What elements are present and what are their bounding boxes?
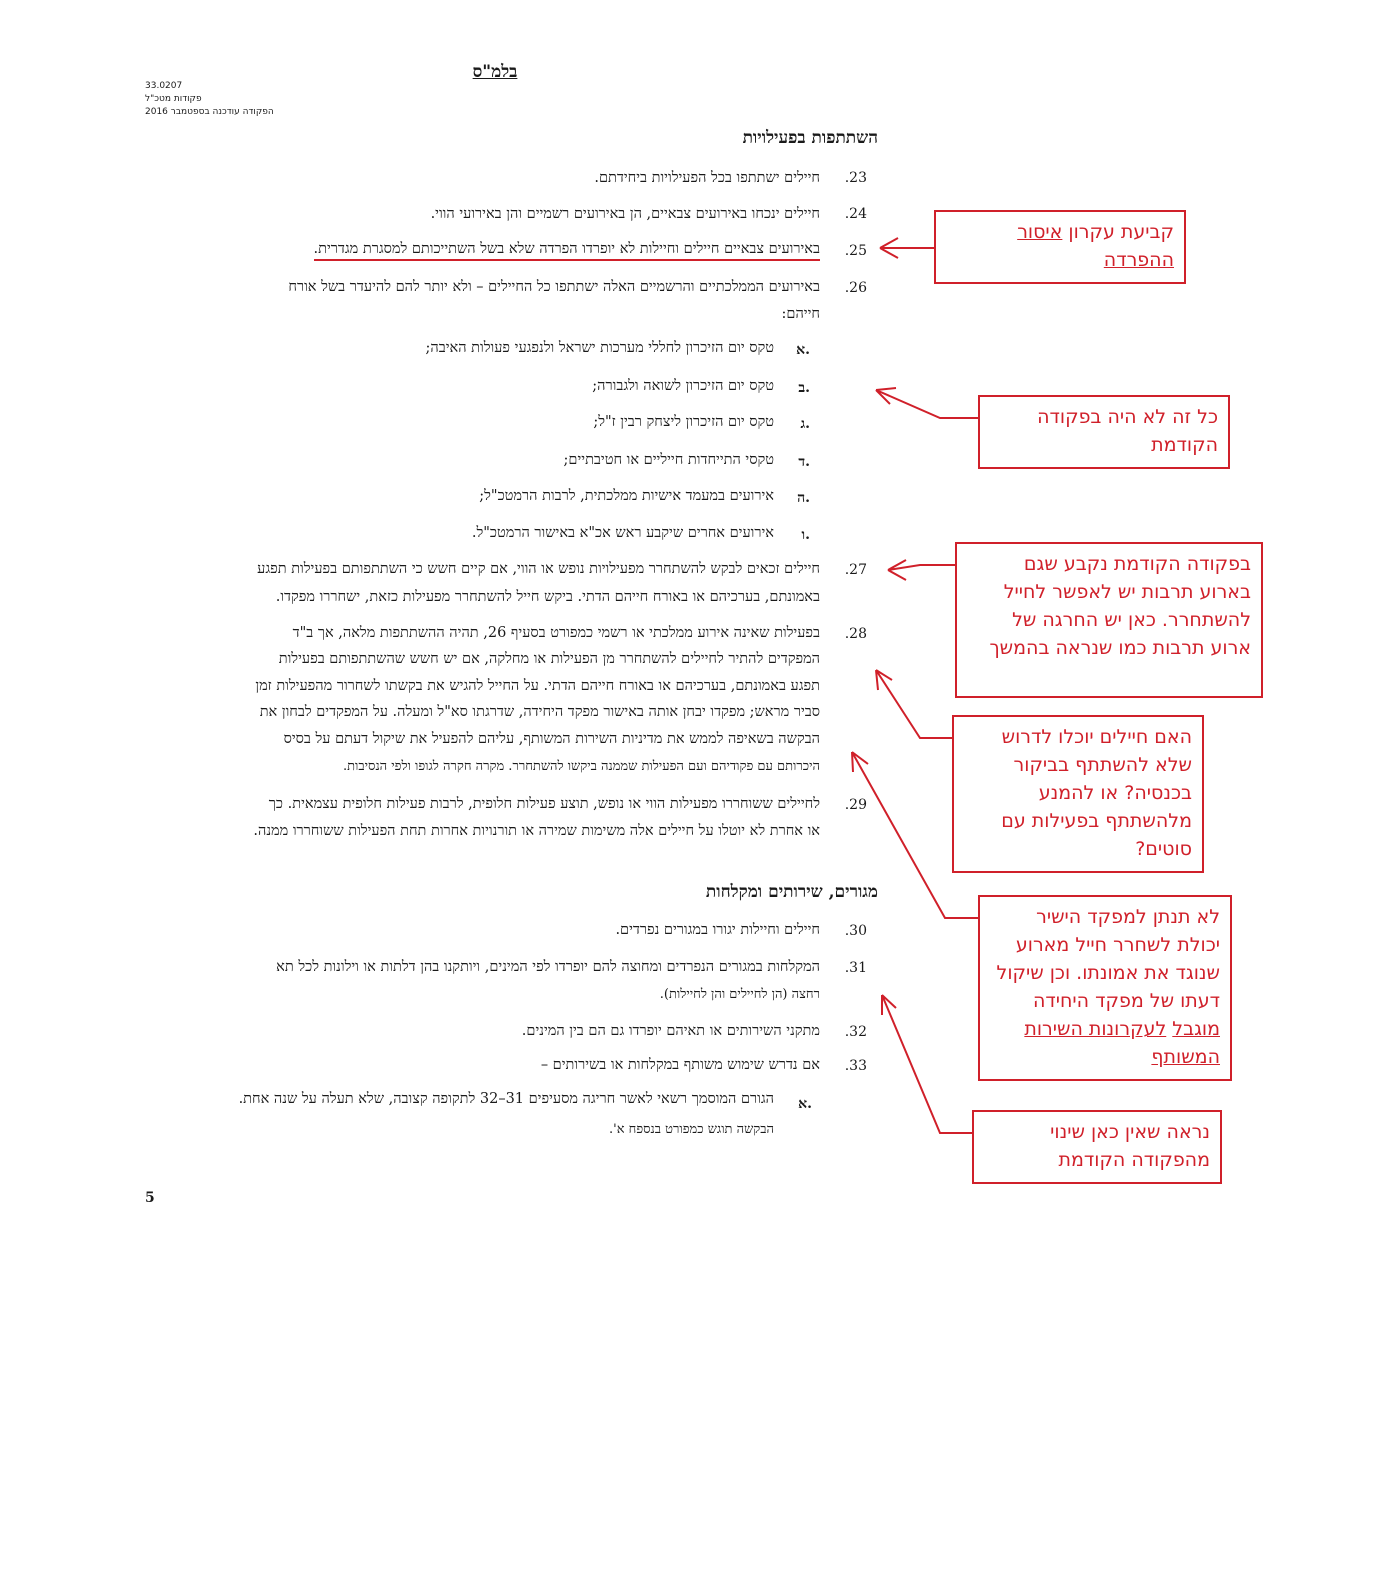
item-text-line: רחצה (הן לחיילים והן לחיילות).: [659, 987, 820, 1002]
subitem-letter: .ד: [798, 454, 810, 470]
annotation-text: נראה שאין כאן שינוי מהפקודה הקודמת: [1050, 1121, 1210, 1171]
annotation-text-underlined: לעקרונות השירות המשותף: [1024, 1018, 1220, 1068]
subitem-letter: .א: [796, 342, 810, 358]
subitem-letter: .ה: [797, 490, 810, 506]
item-number: .32: [844, 1024, 867, 1040]
item-text: מתקני השירותים או תאיהם יופרדו גם הם בין המינים.: [521, 1023, 820, 1039]
subitem-letter: .ו: [801, 527, 810, 543]
order-updated: הפקודה עודכנה בספטמבר 2016: [145, 107, 274, 117]
item-text-line: המפקדים להתיר לחיילים להשתחרר מן הפעילות או מחלקה, אם יש חשש שהשתתפותם בפעילות: [278, 651, 820, 667]
annotation-text: האם חיילים יוכלו לדרוש שלא להשתתף בביקור בכנסיה? או להמנע מלהשתתף בפעילות עם סוטים?: [1001, 726, 1192, 860]
annotation-box-separation-principle: [934, 210, 1186, 284]
subitem-text: אירועים במעמד אישיות ממלכתית, לרבות הרמטכ"ל;: [479, 488, 774, 504]
annotation-text: לא תנתן למפקד הישיר יכולת לשחרר חייל מארוע שנוגד את אמונתו. וכן שיקול דעתו של מפקד היחידה: [996, 906, 1220, 1012]
item-text-line: המקלחות במגורים הנפרדים ומחוצה להם יופרדו לפי המינים, ויותקנו בהן דלתות או וילונות לכל תא: [276, 959, 820, 975]
annotation-box-not-in-previous: [978, 395, 1230, 469]
section-heading-participation: השתתפות בפעילויות: [742, 128, 878, 148]
annotation-text: בפקודה הקודמת נקבע שגם בארוע תרבות יש לאפשר לחייל להשתחרר. כאן יש החרגה של ארוע תרבות כמו שנראה בהמשך: [989, 553, 1251, 659]
item-text-line: לחיילים ששוחררו מפעילות הווי או נופש, תוצע פעילות חלופית, לרבות פעילות חלופית עצמאית. כך: [268, 796, 820, 812]
subitem-letter: .א: [798, 1096, 812, 1112]
subitem-text: טקס יום הזיכרון לחללי מערכות ישראל ולנפגעי פעולות האיבה;: [425, 340, 774, 356]
subitem-text: טקס יום הזיכרון ליצחק רבין ז"ל;: [593, 414, 774, 430]
item-number: .28: [844, 626, 867, 642]
item-number: .26: [844, 280, 867, 296]
item-number: .33: [844, 1058, 867, 1074]
subitem-letter: .ג: [800, 416, 810, 432]
header-meta: [145, 80, 325, 119]
item-text-line: הבקשה בשאיפה לממש את מדיניות השירות המשותף, עליהם להפעיל את שיקול דעתם על בסיס: [283, 731, 820, 747]
item-number: .24: [844, 206, 867, 222]
order-number: 33.0207: [145, 81, 183, 91]
annotation-text-underlined: ההפרדה: [1103, 249, 1174, 271]
item-text: חיילים ישתתפו בכל הפעילויות ביחידתם.: [594, 170, 820, 186]
item-text-line: או אחרת לא יוטלו על חיילים אלה משימות שמירה או תורנויות אחרות תחת הפעילות ששוחררו ממנה.: [253, 823, 820, 839]
annotation-text: כל זה לא היה בפקודה הקודמת: [1037, 406, 1218, 456]
item-text-line: היכרותם עם פקודיהם ועם הפעילות שממנה ביקשו להשתחרר. מקרה חקרה לגופו ולפי הנסיבות.: [342, 759, 820, 774]
item-text-highlighted: [314, 236, 820, 263]
item-number: .29: [844, 797, 867, 813]
annotation-box-culture-event: [955, 542, 1263, 698]
item-text: חיילים ינכחו באירועים צבאיים, הן באירועים רשמיים והן באירועי הווי.: [430, 206, 820, 222]
item-number: .30: [844, 923, 867, 939]
item-number: .23: [844, 170, 867, 186]
item-number: .25: [844, 243, 867, 259]
item-text-line: תפגע באמונתם, בערכיהם או באורח חייהם הדתי. על החייל להגיש את בקשתו לשחרור מהפעילות זמן: [255, 678, 820, 694]
underlined-text: באירועים צבאיים חיילים וחיילות לא יופרדו הפרדה שלא בשל השתייכותם למסגרת מגדרית.: [314, 241, 820, 261]
item-number: .31: [844, 960, 867, 976]
item-text-line: בפעילות שאינה אירוע ממלכתי או רשמי כמפורט בסעיף 26, תהיה ההשתתפות מלאה, אך ב"ד: [292, 625, 820, 641]
item-text-line: באירועים הממלכתיים והרשמיים האלה ישתתפו כל החיילים – ולא יותר להם להיעדר בשל אורח: [288, 279, 820, 295]
item-text-line: סביר מראש; מפקדו יבחן אותה באישור מפקד היחידה, שדרגתו סא"ל ומעלה. על המפקדים לבחון את: [259, 704, 820, 720]
page-number: 5: [145, 1190, 155, 1206]
subitem-text: אירועים אחרים שיקבע ראש אכ"א באישור הרמטכ"ל.: [471, 525, 774, 541]
annotation-text: קביעת עקרון: [1062, 221, 1174, 243]
annotation-text-underlined: איסור: [1017, 221, 1063, 243]
item-text-line: באמונתם, בערכיהם או באורח חייהם הדתי. ביקש חייל להשתחרר מפעילות כזאת, ישחררו מפקדו.: [275, 589, 820, 605]
item-text: אם נדרש שימוש משותף במקלחות או בשירותים –: [540, 1057, 820, 1073]
section-heading-housing: מגורים, שירותים ומקלחות: [705, 882, 878, 902]
order-series: פקודות מטכ"ל: [145, 94, 202, 104]
subitem-text-line: הגורם המוסמך רשאי לאשר חריגה מסעיפים 31–32 לתקופה קצובה, שלא תעלה על שנה אחת.: [238, 1091, 774, 1107]
annotation-box-no-change: [972, 1110, 1222, 1184]
annotation-box-church-visit-question: [952, 715, 1204, 873]
item-number: .27: [844, 562, 867, 578]
item-text: חיילים וחיילות יגורו במגורים נפרדים.: [615, 922, 820, 938]
item-text-line: חייהם:: [781, 306, 820, 322]
classification-label: בלמ"ס: [472, 62, 518, 82]
item-text-line: חיילים זכאים לבקש להשתחרר מפעילויות נופש או הווי, אם קיים חשש כי השתתפותם בפעילות תפגע: [257, 561, 820, 577]
annotation-box-commander-discretion: [978, 895, 1232, 1081]
subitem-text-line: הבקשה תוגש כמפורט בנספח א'.: [609, 1122, 774, 1137]
subitem-text: טקסי התייחדות חייליים או חטיבתיים;: [563, 452, 774, 468]
subitem-letter: .ב: [798, 380, 810, 396]
annotation-text-underlined: מוגבל: [1172, 1018, 1220, 1040]
subitem-text: טקס יום הזיכרון לשואה ולגבורה;: [592, 378, 774, 394]
